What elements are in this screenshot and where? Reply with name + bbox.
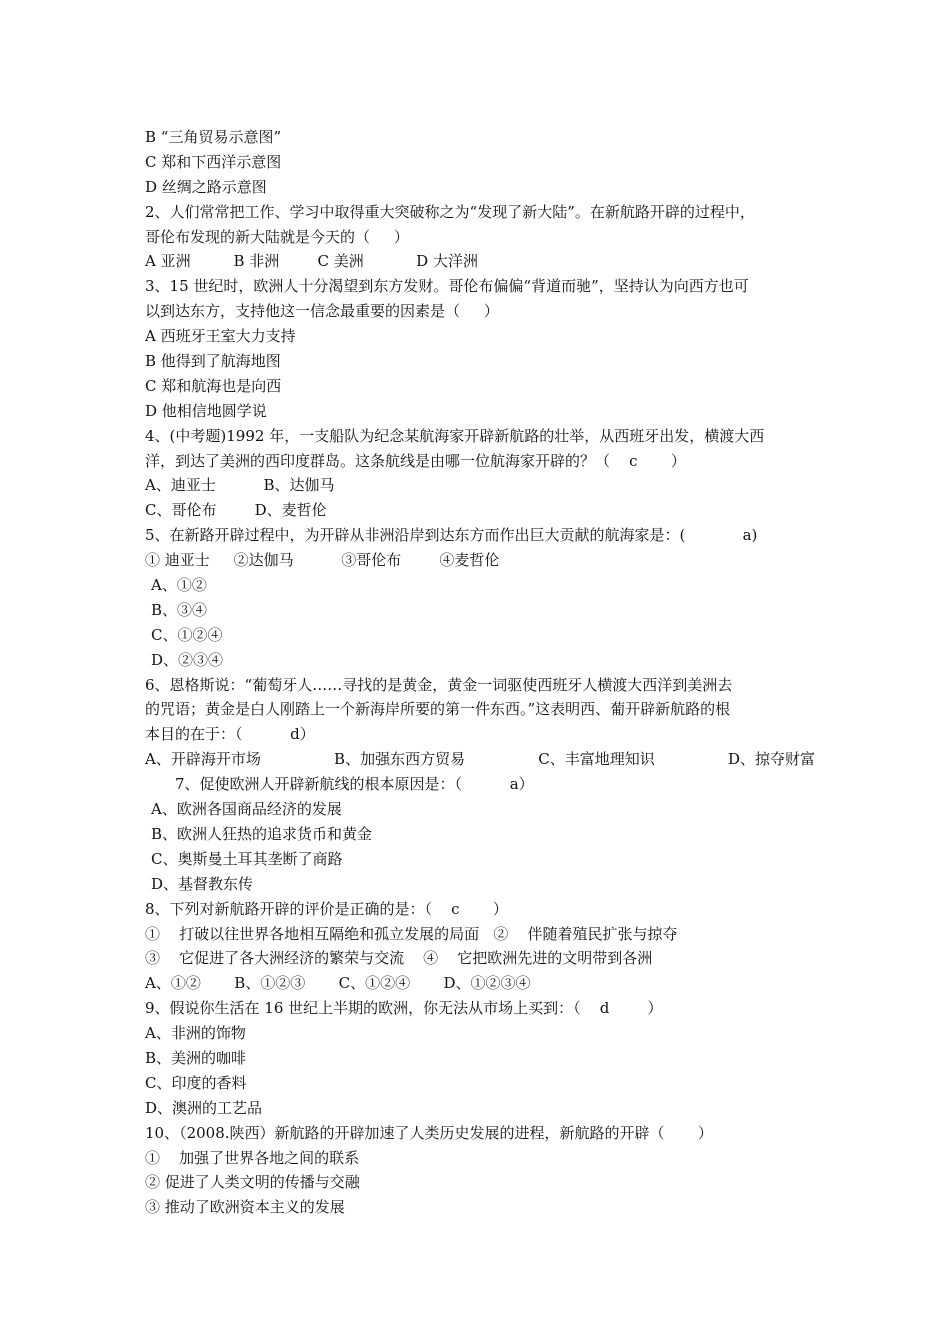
text-line: ③ 它促进了各大洲经济的繁荣与交流 ④ 它把欧洲先进的文明带到各洲 [145, 949, 653, 968]
text-line: B “三角贸易示意图” [145, 128, 282, 146]
question-8: 8、下列对新航路开辟的评价是正确的是：（ c ） [145, 899, 508, 918]
option-line: C、奥斯曼土耳其垄断了商路 [151, 849, 343, 868]
question-3: 3、15 世纪时，欧洲人十分渴望到东方发财。哥伦布偏偏“背道而驰”，坚持认为向西方也可 [145, 277, 749, 296]
question-10: 10、（2008.陕西）新航路的开辟加速了人类历史发展的进程，新航路的开辟（ ） [145, 1123, 713, 1142]
option-line: A、非洲的饰物 [145, 1024, 246, 1043]
option-line: C、印度的香料 [145, 1073, 247, 1092]
option-b: B、加强东西方贸易 [334, 750, 466, 769]
question-5: 5、在新路开辟过程中，为开辟从非洲沿岸到达东方而作出巨大贡献的航海家是：( a) [145, 526, 758, 545]
text-line: D 丝绸之路示意图 [145, 177, 267, 196]
question-4: 4、(中考题)1992 年，一支船队为纪念某航海家开辟新航路的壮举，从西班牙出发，横渡大西 [145, 426, 765, 445]
option-line: B、③④ [151, 600, 208, 619]
option-line: C、哥伦布 D、麦哲伦 [145, 501, 327, 520]
option-c: C、丰富地理知识 [538, 750, 655, 769]
question-7: 7、促使欧洲人开辟新航线的根本原因是：（ a） [175, 775, 534, 794]
text-line: 的咒语；黄金是白人刚踏上一个新海岸所要的第一件东西。”这表明西、葡开辟新航路的根 [145, 700, 731, 719]
options-line [145, 747, 815, 772]
text-line: 洋，到达了美洲的西印度群岛。这条航线是由哪一位航海家开辟的？（ c ） [145, 451, 686, 470]
option-line: C 郑和航海也是向西 [145, 376, 282, 395]
option-line: C、①②④ [151, 625, 223, 644]
option-line: B、美洲的咖啡 [145, 1048, 247, 1067]
text-line: ③ 推动了欧洲资本主义的发展 [145, 1198, 345, 1217]
text-line: 本目的在于：（ d） [145, 725, 315, 744]
text-line: 哥伦布发现的新大陆就是今天的（ ） [145, 227, 409, 246]
option-line: D、②③④ [151, 650, 224, 669]
text-line: ① 加强了世界各地之间的联系 [145, 1148, 360, 1167]
option-line: A、①② [151, 576, 207, 595]
question-9: 9、假说你生活在 16 世纪上半期的欧洲，你无法从市场上买到：（ d ） [145, 999, 663, 1018]
option-d: D、掠夺财富 [727, 750, 815, 769]
text-line: ② 促进了人类文明的传播与交融 [145, 1173, 360, 1192]
text-line: ① 迪亚士 ②达伽马 ③哥伦布 ④麦哲伦 [145, 551, 500, 570]
text-line: ① 打破以往世界各地相互隔绝和孤立发展的局面 ② 伴随着殖民扩张与掠夺 [145, 924, 678, 943]
text-line: 以到达东方，支持他这一信念最重要的因素是（ ） [145, 302, 499, 321]
option-line: A、欧洲各国商品经济的发展 [151, 800, 342, 819]
option-a: A、开辟海开市场 [145, 750, 261, 769]
options-line: A、①② B、①②③ C、①②④ D、①②③④ [145, 974, 531, 993]
option-line: B 他得到了航海地图 [145, 352, 281, 371]
option-line: D、澳洲的工艺品 [145, 1098, 263, 1117]
options-line: A 亚洲 B 非洲 C 美洲 D 大洋洲 [145, 252, 478, 271]
question-2: 2、人们常常把工作、学习中取得重大突破称之为“发现了新大陆”。在新航路开辟的过程中， [145, 202, 755, 221]
option-line: D 他相信地圆学说 [145, 401, 267, 420]
option-line: D、基督教东传 [151, 874, 254, 893]
document-content [145, 125, 815, 1220]
option-line: A、迪亚士 B、达伽马 [145, 476, 335, 495]
option-line: A 西班牙王室大力支持 [145, 327, 296, 346]
question-6: 6、恩格斯说：“葡萄牙人……寻找的是黄金，黄金一词驱使西班牙人横渡大西洋到美洲去 [145, 675, 733, 694]
option-line: B、欧洲人狂热的追求货币和黄金 [151, 824, 373, 843]
text-line: C 郑和下西洋示意图 [145, 152, 282, 171]
